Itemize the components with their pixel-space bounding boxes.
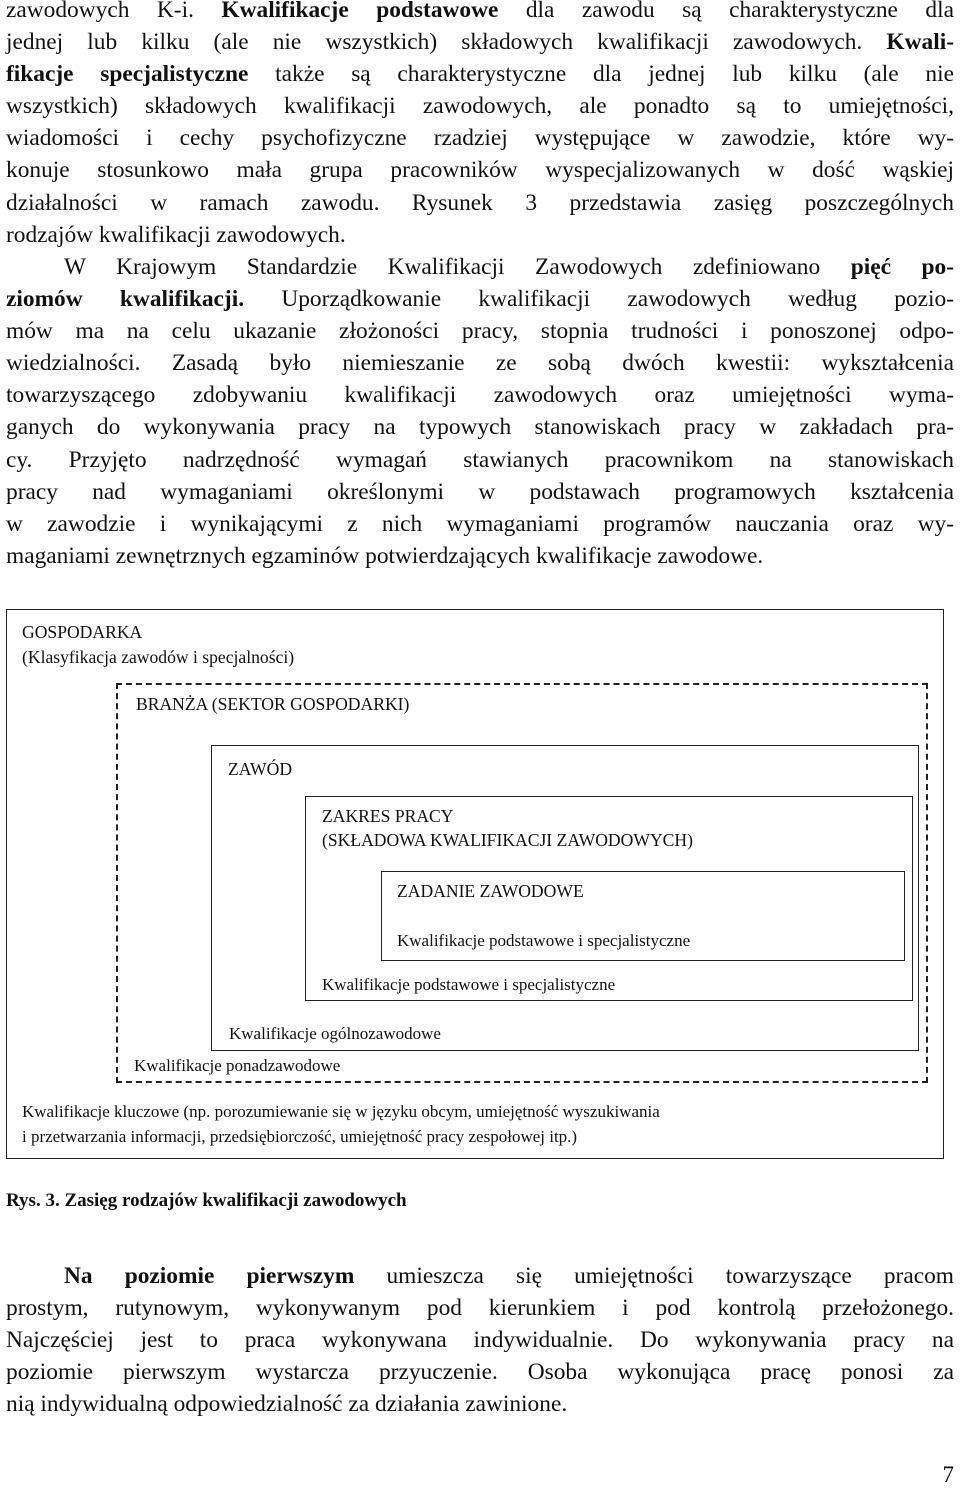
- kluczowe-line1: Kwalifikacje kluczowe (np. porozumiewanie się w języku obcym, umiejętność wyszukiwania: [22, 1102, 660, 1121]
- paragraph-kwalifikacje: zawodowych K-i. Kwalifikacje podstawowe dla zawodu są charakterystyczne dla jednej lub kilku (ale nie wszystkich) składowych kwalifikacji zawodowych. Kwali- fikacje specjalistyczne także są charakterystyczne dla jednej lub kilku (ale nie wszystkich) składowych kwalifikacji zawodowych, ale ponadto są to umiejętności, wiadomości i cechy psychofizyczne rzadziej występujące w zawodzie, które wy- konuje stosunkowo mała grupa pracowników wyspecjalizowanych w dość wąskiej działalności w ramach zawodu. Rysunek 3 przedstawia zasięg poszczególnych rodzajów kwalifikacji zawodowych.: [6, 0, 955, 248]
- zawod-kwalifikacje: Kwalifikacje ogólnozawodowe: [229, 1024, 441, 1043]
- zakres-subtitle: (SKŁADOWA KWALIFIKACJI ZAWODOWYCH): [322, 830, 693, 850]
- zakres-title: ZAKRES PRACY: [322, 806, 454, 826]
- paragraph-poziom-pierwszy: Na poziomie pierwszym umieszcza się umiejętności towarzyszące pracom prostym, rutynowym, wykonywanym pod kierunkiem i pod kontrolą przełożonego. Najczęściej jest to praca wykonywana indywidualnie. Do wykonywania pracy na poziomie pierwszym wystarcza przyuczenie. Osoba wykonująca pracę ponosi za nią indywidualną odpowiedzialność za działania zawinione.: [6, 1263, 954, 1418]
- kluczowe-line2: i przetwarzania informacji, przedsiębiorczość, umiejętność pracy zespołowej itp.): [22, 1127, 578, 1146]
- zadanie-title: ZADANIE ZAWODOWE: [397, 881, 584, 901]
- branza-kwalifikacje: Kwalifikacje ponadzawodowe: [134, 1056, 341, 1075]
- branza-title: BRANŻA (SEKTOR GOSPODARKI): [136, 694, 410, 714]
- zadanie-kwalifikacje: Kwalifikacje podstawowe i specjalistyczne: [397, 931, 691, 950]
- zakres-kwalifikacje: Kwalifikacje podstawowe i specjalistyczne: [322, 975, 616, 994]
- paragraph-poziomy: W Krajowym Standardzie Kwalifikacji Zawodowych zdefiniowano pięć po- ziomów kwalifikacji. Uporządkowanie kwalifikacji zawodowych według pozio- mów ma na celu ukazanie złożoności pracy, stopnia trudności i ponoszonej odpo- wiedzialności. Zasadą było niemieszanie ze sobą dwóch kwestii: wykształcenia towarzyszącego zdobywaniu kwalifikacji zawodowych oraz umiejętności wyma- ganych do wykonywania pracy na typowych stanowiskach pracy w zakładach pra- cy. Przyjęto nadrzędność wymagań stawianych pracownikom na stanowiskach pracy nad wymaganiami określonymi w podstawach programowych kształcenia w zawodzie i wynikającymi z nich wymaganiami programów nauczania oraz wy- maganiami zewnętrznych egzaminów potwierdzających kwalifikacje zawodowe.: [6, 254, 954, 569]
- gospodarka-title: GOSPODARKA: [22, 622, 143, 642]
- figure-caption: Rys. 3. Zasięg rodzajów kwalifikacji zawodowych: [6, 1190, 407, 1211]
- page-number: 7: [942, 1462, 954, 1487]
- zawod-title: ZAWÓD: [228, 759, 293, 779]
- gospodarka-subtitle: (Klasyfikacja zawodów i specjalności): [22, 647, 295, 667]
